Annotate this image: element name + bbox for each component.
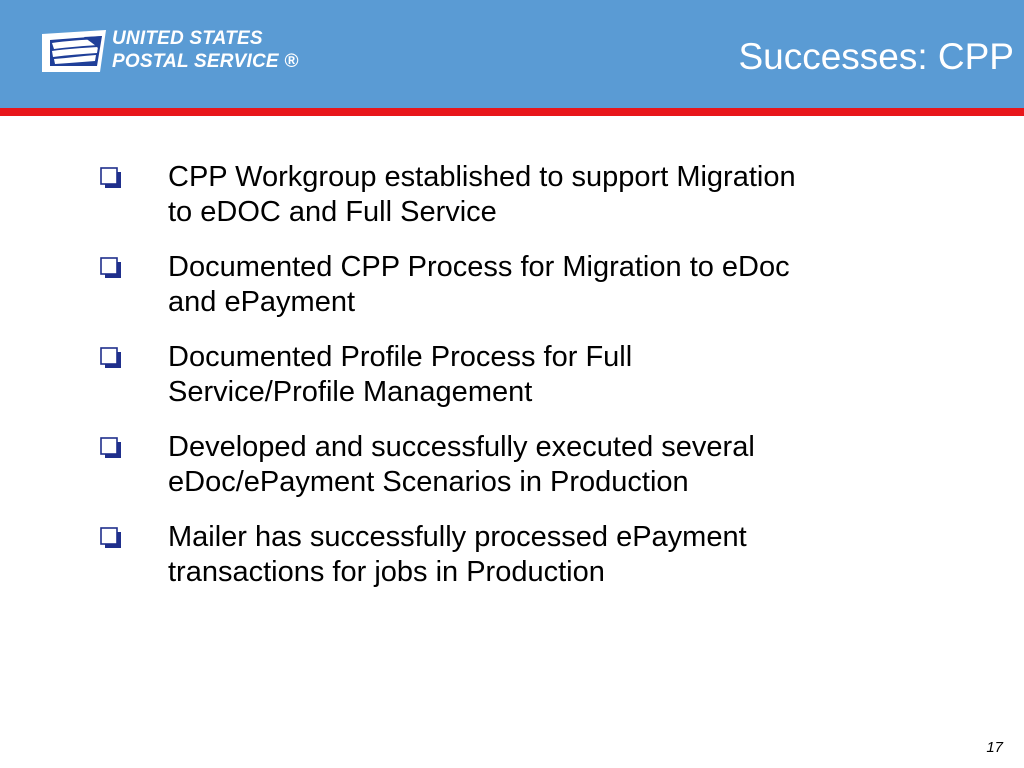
checkbox-bullet-icon: [100, 527, 122, 549]
usps-logo: [40, 28, 302, 74]
bullet-text-line: Developed and successfully executed several: [168, 431, 755, 463]
bullet-text-line: CPP Workgroup established to support Migration: [168, 161, 796, 193]
page-number: 17: [986, 739, 1003, 756]
bullet-list: [100, 160, 930, 610]
bullet-text-line: Mailer has successfully processed ePayment: [168, 521, 747, 553]
logo-text-line1: UNITED STATES: [112, 28, 263, 49]
slide-header: [0, 0, 1024, 108]
slide-title: Successes: CPP: [738, 36, 1014, 77]
bullet-text-line: and ePayment: [168, 286, 356, 318]
checkbox-bullet-icon: [100, 167, 122, 189]
bullet-text-line: transactions for jobs in Production: [168, 556, 605, 588]
bullet-item: [100, 430, 930, 500]
bullet-text-line: Service/Profile Management: [168, 376, 533, 408]
bullet-text-line: to eDOC and Full Service: [168, 196, 497, 228]
bullet-item: [100, 520, 930, 590]
checkbox-bullet-icon: [100, 347, 122, 369]
checkbox-bullet-icon: [100, 437, 122, 459]
checkbox-bullet-icon: [100, 257, 122, 279]
bullet-text-line: Documented CPP Process for Migration to eDoc: [168, 251, 790, 283]
eagle-logo-icon: [40, 28, 108, 74]
bullet-text-line: Documented Profile Process for Full: [168, 341, 633, 373]
logo-text-line2: POSTAL SERVICE ®: [112, 51, 299, 72]
bullet-text-line: eDoc/ePayment Scenarios in Production: [168, 466, 689, 498]
bullet-item: [100, 340, 930, 410]
bullet-item: [100, 160, 930, 230]
bullet-item: [100, 250, 930, 320]
header-divider: [0, 108, 1024, 116]
